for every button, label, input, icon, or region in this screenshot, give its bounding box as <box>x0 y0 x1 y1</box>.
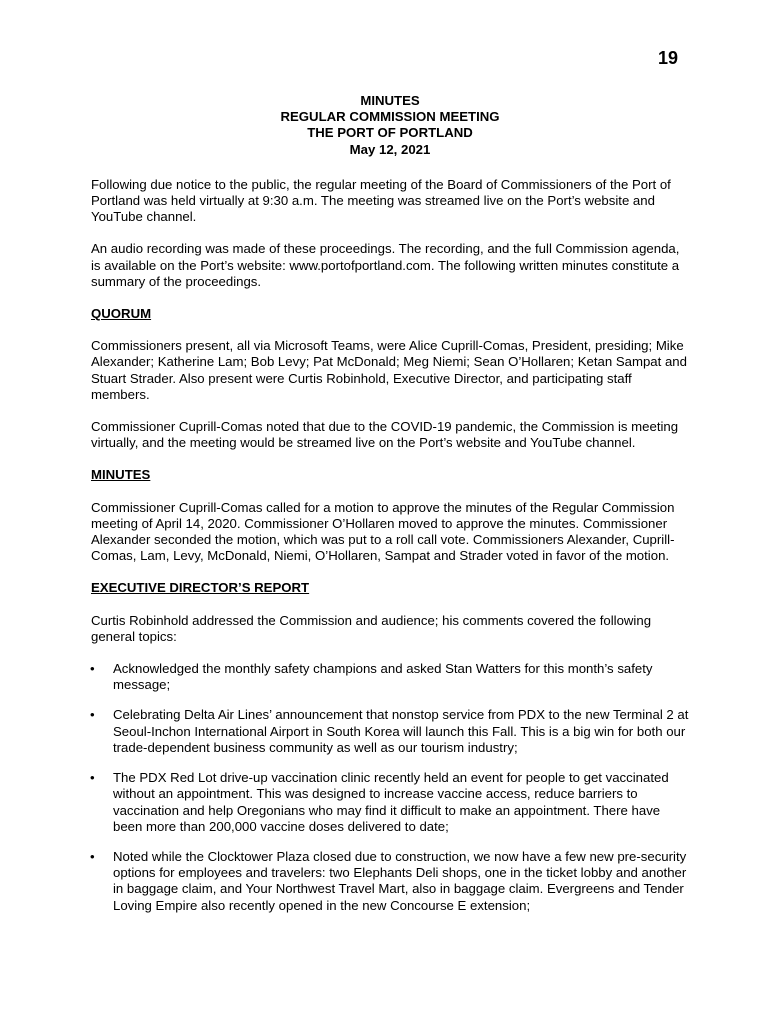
topics-list <box>91 661 689 914</box>
document-body <box>91 93 689 928</box>
bullet-icon: • <box>90 661 95 677</box>
heading-line-2: REGULAR COMMISSION MEETING <box>280 109 500 125</box>
list-item <box>91 770 689 835</box>
quorum-paragraph-2: Commissioner Cuprill-Comas noted that due to the COVID-19 pandemic, the Commission is meeting virtually, and the meeting would be streamed live on the Port’s website and YouTube channel. <box>91 419 679 451</box>
list-item <box>91 661 689 693</box>
intro-paragraph-1: Following due notice to the public, the regular meeting of the Board of Commissioners of the Port of Portland was held virtually at 9:30 a.m. The meeting was streamed live on the Port’s website and YouTube channel. <box>91 176 671 225</box>
bullet-icon: • <box>90 770 95 786</box>
section-title-executive-report: EXECUTIVE DIRECTOR’S REPORT <box>91 580 310 596</box>
heading-line-1: MINUTES <box>360 93 420 108</box>
bullet-icon: • <box>90 848 95 864</box>
minutes-paragraph-1: Commissioner Cuprill-Comas called for a motion to approve the minutes of the Regular Commission meeting of April 14, 2020. Commissioner O’Hollaren moved to approve the minutes. Commissioner Alexander seconded the motion, which was put to a roll call vote. Commissioners Alexander, Cuprill-Comas, Lam, Levy, McDonald, Niemi, O’Hollaren, Sampat and Strader voted in favor of the motion. <box>91 499 675 564</box>
document-heading <box>91 93 689 158</box>
page-number: 19 <box>657 48 678 68</box>
list-item-text: Celebrating Delta Air Lines’ announcement that nonstop service from PDX to the new Terminal 2 at Seoul-Inchon International Airport in South Korea will launch this Fall. This is a big win for both our trade-dependent business community as well as our tourism industry; <box>113 707 689 755</box>
bullet-icon: • <box>90 707 95 723</box>
heading-date: May 12, 2021 <box>349 141 431 157</box>
intro-paragraph-2: An audio recording was made of these proceedings. The recording, and the full Commission agenda, is available on the Port’s website: www.portofportland.com. The following written minutes constitute a summary of the proceedings. <box>91 241 680 289</box>
section-title-quorum: QUORUM <box>91 306 152 322</box>
heading-line-3: THE PORT OF PORTLAND <box>307 125 473 141</box>
list-item-text: Noted while the Clocktower Plaza closed due to construction, we now have a few new pre-security options for employees and travelers: two Elephants Deli shops, one in the ticket lobby and another in baggage claim, and Your Northwest Travel Mart, also in baggage claim. Evergreens and Tender Loving Empire also recently opened in the new Concourse E extension; <box>113 848 687 913</box>
list-item-text: The PDX Red Lot drive-up vaccination clinic recently held an event for people to get vaccinated without an appointment. This was designed to increase vaccine access, reduce barriers to vaccination and help Oregonians who may find it difficult to make an appointment. There have been more than 200,000 vaccine doses delivered to date; <box>113 770 669 834</box>
list-item-text: Acknowledged the monthly safety champions and asked Stan Watters for this month’s safety message; <box>113 661 653 693</box>
executive-report-paragraph-1: Curtis Robinhold addressed the Commission and audience; his comments covered the following general topics: <box>91 612 652 644</box>
list-item <box>91 849 689 914</box>
quorum-paragraph-1: Commissioners present, all via Microsoft Teams, were Alice Cuprill-Comas, President, presiding; Mike Alexander; Katherine Lam; Bob Levy; Pat McDonald; Meg Niemi; Sean O’Hollaren; Ketan Sampat and Stuart Strader. Also present were Curtis Robinhold, Executive Director, and participating staff members. <box>91 338 687 402</box>
list-item <box>91 707 689 756</box>
section-title-minutes: MINUTES <box>91 467 151 483</box>
